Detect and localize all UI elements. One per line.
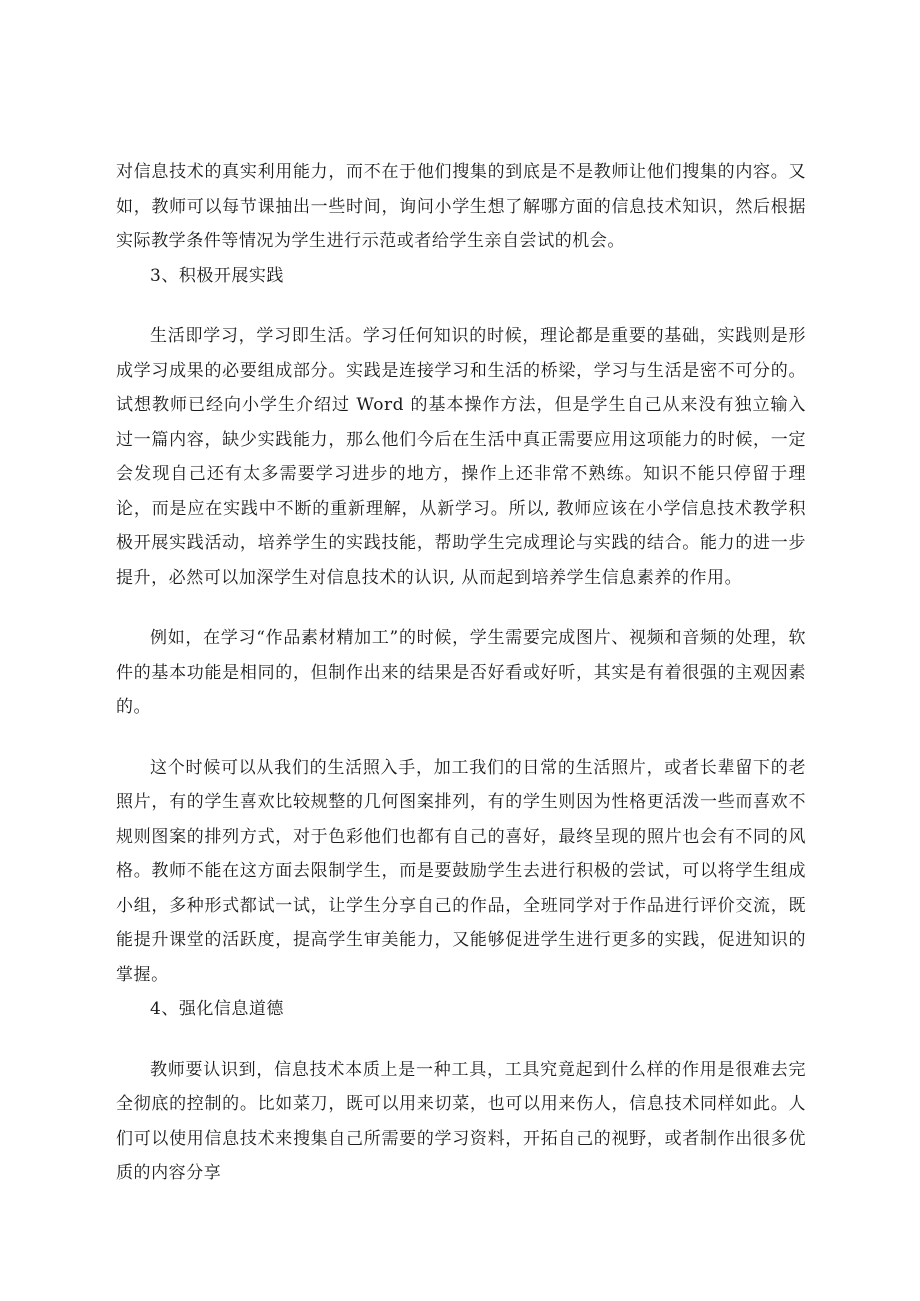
paragraph-practice-example: 例如，在学习“作品素材精加工”的时候，学生需要完成图片、视频和音频的处理，软件的基本功能是相同的，但制作出来的结果是否好看或好听，其实是有着很强的主观因素的。 bbox=[116, 628, 806, 717]
paragraph-practice-intro: 生活即学习，学习即生活。学习任何知识的时候，理论都是重要的基础，实践则是形成学习成果的必要组成部分。实践是连接学习和生活的桥梁，学习与生活是密不可分的。试想教师已经向小学生介绍过 Word 的基本操作方法，但是学生自己从来没有独立输入过一篇内容，缺少实践能力，那么他们今后在生活中真正需要应用这项能力的时候，一定会发现自己还有太多需要学习进步的地方，操作上还非常不熟练。知识不能只停留于理论，而是应在实践中不断的重新理解，从新学习。所以, 教师应该在小学信息技术教学积极开展实践活动，培养学生的实践技能，帮助学生完成理论与实践的结合。能力的进一步提升，必然可以加深学生对信息技术的认识, 从而起到培养学生信息素养的作用。 bbox=[116, 326, 806, 588]
paragraph-practice-photos: 这个时候可以从我们的生活照入手，加工我们的日常的生活照片，或者长辈留下的老照片，有的学生喜欢比较规整的几何图案排列，有的学生则因为性格更活泼一些而喜欢不规则图案的排列方式，对于色彩他们也都有自己的喜好，最终呈现的照片也会有不同的风格。教师不能在这方面去限制学生，而是要鼓励学生去进行积极的尝试，可以将学生组成小组，多种形式都试一试，让学生分享自己的作品，全班同学对于作品进行评价交流，既能提升课堂的活跃度，提高学生审美能力，又能够促进学生进行更多的实践，促进知识的掌握。 bbox=[116, 757, 806, 985]
paragraph-ethics-intro: 教师要认识到，信息技术本质上是一种工具，工具究竟起到什么样的作用是很难去完全彻底的控制的。比如菜刀，既可以用来切菜，也可以用来伤人，信息技术同样如此。人们可以使用信息技术来搜集自己所需要的学习资料，开拓自己的视野，或者制作出很多优质的内容分享 bbox=[116, 1059, 806, 1183]
paragraph-continuation: 对信息技术的真实利用能力，而不在于他们搜集的到底是不是教师让他们搜集的内容。又如，教师可以每节课抽出一些时间，询问小学生想了解哪方面的信息技术知识，然后根据实际教学条件等情况为学生进行示范或者给学生亲自尝试的机会。 bbox=[116, 162, 806, 251]
section-heading-ethics: 4、强化信息道德 bbox=[150, 999, 284, 1019]
document-page bbox=[116, 155, 806, 1191]
section-heading-practice: 3、积极开展实践 bbox=[150, 265, 284, 286]
